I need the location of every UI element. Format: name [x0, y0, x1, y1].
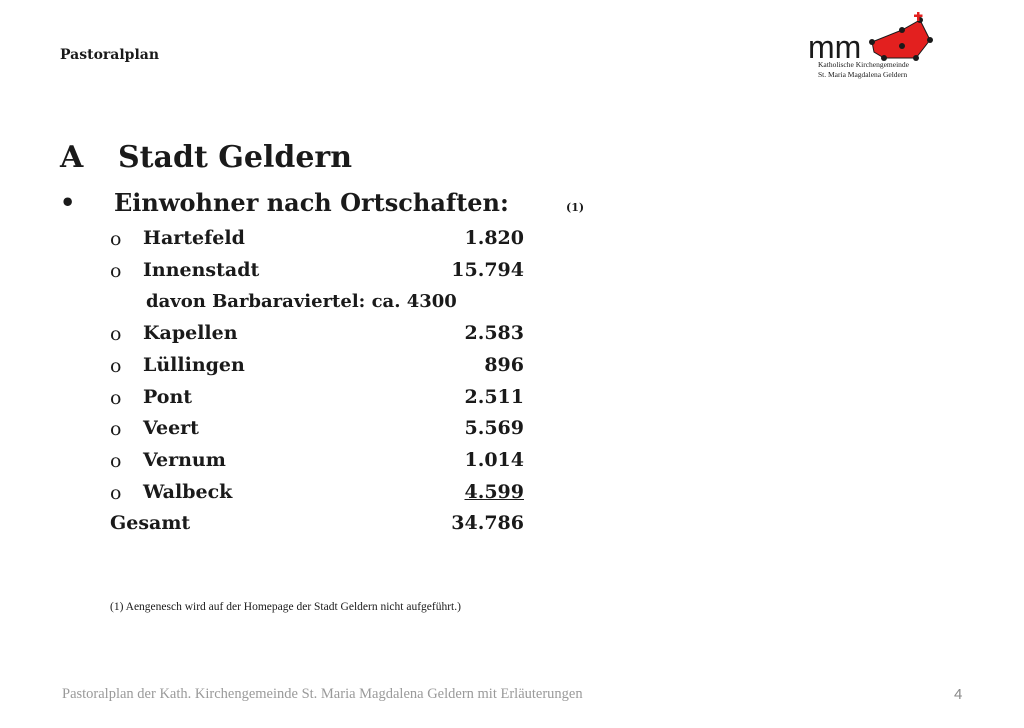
title-text: Stadt Geldern [118, 140, 353, 175]
district-name: Hartefeld [143, 227, 245, 249]
district-name: Walbeck [143, 481, 233, 503]
district-name: Veert [143, 417, 199, 439]
header-label: Pastoralplan [60, 47, 160, 63]
district-value: 2.583 [464, 322, 524, 344]
section-heading [60, 188, 509, 217]
logo-caption-line2: St. Maria Magdalena Geldern [818, 70, 908, 79]
footer-text: Pastoralplan der Kath. Kirchengemeinde St. Maria Magdalena Geldern mit Erläuterungen [62, 686, 583, 702]
list-marker: o [110, 482, 122, 504]
list-marker: o [110, 387, 122, 409]
district-value: 4.599 [464, 481, 524, 503]
page-number: 4 [954, 686, 963, 703]
total-value: 34.786 [451, 512, 524, 534]
district-name: Lüllingen [143, 354, 245, 376]
page-title [60, 140, 352, 175]
district-value: 1.820 [464, 227, 524, 249]
parish-logo [806, 12, 936, 84]
district-name: Kapellen [143, 322, 238, 344]
district-value: 15.794 [451, 259, 524, 281]
section-letter: A [60, 140, 84, 175]
logo-caption-line1: Katholische Kirchengemeinde [818, 60, 910, 69]
footnote-reference: (1) [566, 201, 585, 214]
list-marker: o [110, 418, 122, 440]
church-shape [872, 20, 930, 58]
list-marker: o [110, 260, 122, 282]
sub-note: davon Barbaraviertel: ca. 4300 [146, 291, 457, 312]
list-item [110, 322, 540, 348]
list-marker: o [110, 323, 122, 345]
district-value: 1.014 [464, 449, 524, 471]
district-name: Pont [143, 386, 193, 408]
list-item [110, 227, 540, 253]
district-name: Innenstadt [143, 259, 260, 281]
list-marker: o [110, 450, 122, 472]
logo-mark-text: mm [808, 29, 862, 65]
footnote-text: (1) Aengenesch wird auf der Homepage der Stadt Geldern nicht aufgeführt.) [110, 601, 461, 613]
district-name: Vernum [143, 449, 226, 471]
heading-text: Einwohner nach Ortschaften: [114, 188, 509, 217]
list-item [110, 386, 540, 412]
list-item [110, 481, 540, 507]
total-label: Gesamt [110, 512, 191, 534]
list-item [110, 449, 540, 475]
list-item [110, 354, 540, 380]
list-marker: o [110, 228, 122, 250]
bullet-glyph: • [60, 188, 76, 217]
district-value: 2.511 [464, 386, 524, 408]
district-value: 5.569 [464, 417, 524, 439]
list-item [110, 417, 540, 443]
list-marker: o [110, 355, 122, 377]
district-value: 896 [484, 354, 524, 376]
list-item [110, 259, 540, 285]
